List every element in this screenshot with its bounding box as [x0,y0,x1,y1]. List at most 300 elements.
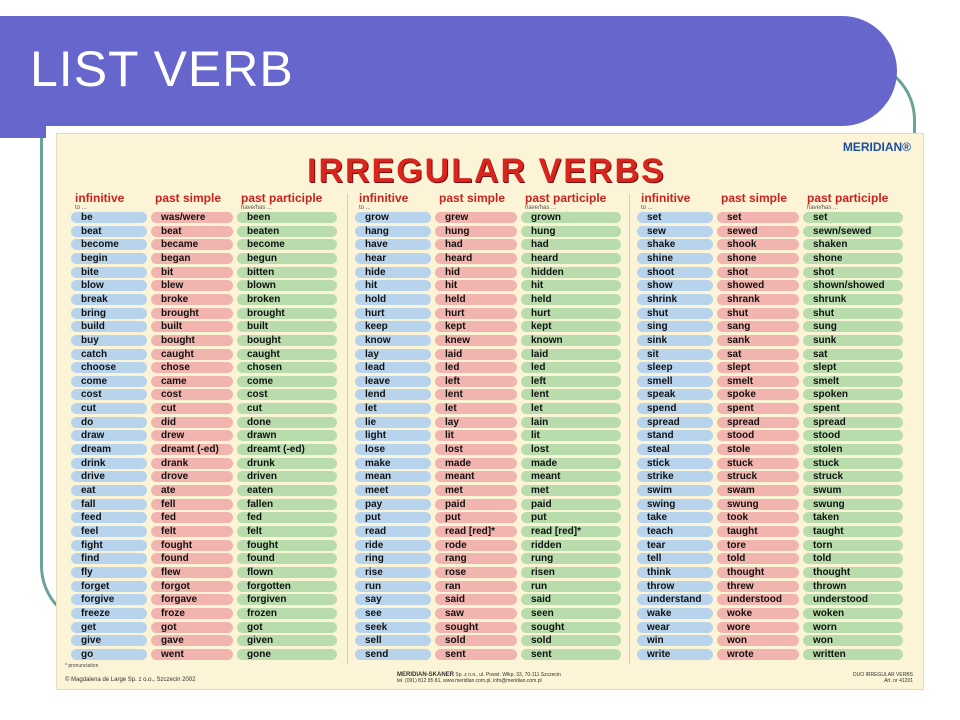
verb-cell-infinitive: mean [355,471,431,482]
header-past-participle [241,191,322,211]
verb-cell-past-simple: sold [435,635,517,646]
verb-cell-past-simple: built [151,321,233,332]
header-label: past participle [807,191,889,205]
column-divider [347,194,348,664]
verb-cell-past-simple: brought [151,308,233,319]
verb-cell-past-simple: drew [151,430,233,441]
verb-cell-past-participle: risen [521,567,621,578]
verb-cell-infinitive: show [637,280,713,291]
verb-cell-past-simple: forgave [151,594,233,605]
verb-cell-past-participle: forgotten [237,581,337,592]
verb-cell-infinitive: stand [637,430,713,441]
verb-cell-past-simple: fell [151,499,233,510]
verb-cell-past-simple: lay [435,417,517,428]
verb-cell-infinitive: say [355,594,431,605]
verb-cell-past-participle: shaken [803,239,903,250]
verb-cell-infinitive: become [71,239,147,250]
verb-cell-past-participle: sought [521,622,621,633]
verb-cell-past-participle: caught [237,349,337,360]
verb-cell-infinitive: have [355,239,431,250]
verb-cell-past-participle: dreamt (-ed) [237,444,337,455]
verb-cell-infinitive: shine [637,253,713,264]
column-divider [629,194,630,664]
verb-cell-past-participle: told [803,553,903,564]
verb-cell-past-simple: put [435,512,517,523]
verb-cell-infinitive: understand [637,594,713,605]
verb-cell-past-simple: tore [717,540,799,551]
verb-cell-infinitive: sing [637,321,713,332]
verb-cell-past-simple: understood [717,594,799,605]
verb-cell-past-participle: put [521,512,621,523]
verb-cell-past-simple: blew [151,280,233,291]
verb-cell-past-simple: won [717,635,799,646]
verb-cell-past-participle: left [521,376,621,387]
verb-cell-past-participle: ridden [521,540,621,551]
verb-cell-past-participle: become [237,239,337,250]
verb-cell-past-simple: lost [435,444,517,455]
verb-cell-past-participle: worn [803,622,903,633]
verb-cell-past-simple: chose [151,362,233,373]
verb-cell-past-simple: set [717,212,799,223]
verb-cell-infinitive: strike [637,471,713,482]
verb-cell-past-participle: swung [803,499,903,510]
verb-cell-infinitive: give [71,635,147,646]
verb-cell-infinitive: get [71,622,147,633]
verb-cell-past-participle: cost [237,389,337,400]
verb-cell-past-simple: let [435,403,517,414]
verb-cell-infinitive: feed [71,512,147,523]
verb-cell-infinitive: run [355,581,431,592]
verb-cell-past-participle: been [237,212,337,223]
verb-cell-past-participle: read [red]* [521,526,621,537]
verb-cell-infinitive: win [637,635,713,646]
verb-cell-infinitive: drink [71,458,147,469]
verb-cell-infinitive: seek [355,622,431,633]
verb-cell-past-simple: shone [717,253,799,264]
verb-cell-infinitive: think [637,567,713,578]
verb-cell-past-simple: lit [435,430,517,441]
publisher-address: Sp. z o.o., ul. Powst. Wlkp. 33, 70-111 Szczecin [454,672,561,678]
verb-cell-past-simple: rang [435,553,517,564]
header-past-simple [155,191,221,205]
verb-cell-infinitive: fight [71,540,147,551]
verb-cell-past-participle: fought [237,540,337,551]
verb-cell-past-participle: forgiven [237,594,337,605]
verb-cell-infinitive: forgive [71,594,147,605]
product-number: Art. nr 41201 [884,678,913,684]
header-sub-label: have/has ... [807,205,839,211]
footnote: * pronunciation [65,663,99,669]
verb-cell-past-participle: slept [803,362,903,373]
verb-cell-infinitive: sink [637,335,713,346]
verb-cell-past-simple: woke [717,608,799,619]
verb-cell-past-simple: was/were [151,212,233,223]
verb-cell-past-simple: got [151,622,233,633]
verb-cell-past-participle: brought [237,308,337,319]
verb-cell-infinitive: hear [355,253,431,264]
verb-cell-past-participle: grown [521,212,621,223]
verb-cell-past-participle: chosen [237,362,337,373]
verb-cell-past-participle: gone [237,649,337,660]
product-info [853,672,913,684]
verb-cell-infinitive: shut [637,308,713,319]
publisher-info [397,672,561,684]
verb-cell-past-participle: drunk [237,458,337,469]
verb-cell-past-simple: read [red]* [435,526,517,537]
verb-cell-infinitive: ring [355,553,431,564]
verb-cell-past-participle: written [803,649,903,660]
publisher-contact: tel. (091) 812 85 81, www.meridian.com.pl, info@meridian.com.pl [397,678,542,684]
verb-cell-infinitive: begin [71,253,147,264]
verb-cell-infinitive: choose [71,362,147,373]
verb-cell-past-simple: found [151,553,233,564]
header-sub-label: have/has ... [525,205,557,211]
verb-cell-infinitive: tear [637,540,713,551]
verb-cell-past-participle: shown/showed [803,280,903,291]
verb-cell-past-participle: led [521,362,621,373]
verb-cell-past-simple: swam [717,485,799,496]
verb-cell-past-participle: frozen [237,608,337,619]
verb-cell-infinitive: freeze [71,608,147,619]
verb-cell-past-participle: known [521,335,621,346]
header-sub-label: have/has ... [241,205,273,211]
verb-cell-past-simple: cut [151,403,233,414]
product-name: DUO IRREGULAR VERBS [852,672,913,678]
verb-cell-infinitive: fall [71,499,147,510]
verb-cell-past-participle: lost [521,444,621,455]
verb-cell-infinitive: bring [71,308,147,319]
verb-cell-infinitive: go [71,649,147,660]
verb-cell-infinitive: come [71,376,147,387]
verb-cell-past-simple: had [435,239,517,250]
verb-cell-infinitive: sell [355,635,431,646]
verb-cell-past-simple: began [151,253,233,264]
verb-cell-past-participle: sent [521,649,621,660]
verb-cell-past-simple: came [151,376,233,387]
verb-cell-infinitive: set [637,212,713,223]
verb-cell-past-participle: shrunk [803,294,903,305]
verb-cell-past-simple: became [151,239,233,250]
verb-cell-past-participle: stood [803,430,903,441]
verb-cell-infinitive: lend [355,389,431,400]
verb-cell-past-simple: stood [717,430,799,441]
verb-cell-infinitive: see [355,608,431,619]
verb-cell-infinitive: shoot [637,267,713,278]
verb-cell-past-participle: broken [237,294,337,305]
verb-cell-infinitive: tell [637,553,713,564]
verb-cell-past-participle: torn [803,540,903,551]
verb-cell-past-simple: wrote [717,649,799,660]
verb-cell-past-simple: left [435,376,517,387]
verb-cell-past-participle: run [521,581,621,592]
verb-cell-past-participle: sold [521,635,621,646]
header-infinitive [75,191,124,211]
verb-cell-infinitive: leave [355,376,431,387]
verb-cell-past-simple: rode [435,540,517,551]
verb-cell-past-simple: drank [151,458,233,469]
verb-cell-infinitive: draw [71,430,147,441]
verb-cell-past-participle: said [521,594,621,605]
verb-cell-past-participle: built [237,321,337,332]
verb-cell-past-participle: taught [803,526,903,537]
verb-cell-infinitive: shake [637,239,713,250]
verb-cell-past-participle: thrown [803,581,903,592]
verb-cell-infinitive: take [637,512,713,523]
verb-cell-infinitive: teach [637,526,713,537]
verb-cell-past-participle: given [237,635,337,646]
verb-cell-infinitive: swim [637,485,713,496]
verb-cell-infinitive: let [355,403,431,414]
verb-cell-past-simple: saw [435,608,517,619]
verb-cell-past-participle: sewn/sewed [803,226,903,237]
verb-cell-infinitive: cost [71,389,147,400]
verb-cell-past-participle: shone [803,253,903,264]
header-label: infinitive [641,191,691,205]
verb-cell-past-participle: set [803,212,903,223]
verb-cell-past-simple: beat [151,226,233,237]
verb-cell-past-simple: said [435,594,517,605]
verb-cell-past-simple: meant [435,471,517,482]
verb-cell-past-simple: sewed [717,226,799,237]
verb-cell-past-participle: held [521,294,621,305]
verb-cell-past-participle: flown [237,567,337,578]
verb-cell-past-participle: fed [237,512,337,523]
verb-cell-infinitive: rise [355,567,431,578]
verb-cell-infinitive: catch [71,349,147,360]
verb-cell-infinitive: do [71,417,147,428]
verb-cell-infinitive: shrink [637,294,713,305]
verb-cell-infinitive: wake [637,608,713,619]
verb-cell-past-participle: smelt [803,376,903,387]
verb-cell-past-simple: spent [717,403,799,414]
verb-cell-infinitive: be [71,212,147,223]
verb-cell-past-participle: got [237,622,337,633]
verb-cell-infinitive: beat [71,226,147,237]
verb-cell-past-participle: sat [803,349,903,360]
header-sub-label: to ... [75,205,87,211]
verb-cell-past-simple: met [435,485,517,496]
verb-cell-past-participle: heard [521,253,621,264]
verb-cell-infinitive: sleep [637,362,713,373]
verb-cell-past-simple: did [151,417,233,428]
verb-cell-past-simple: hid [435,267,517,278]
verb-cell-past-participle: rung [521,553,621,564]
verb-cell-past-participle: won [803,635,903,646]
verb-cell-past-simple: thought [717,567,799,578]
irregular-verbs-poster [56,133,924,690]
verb-cell-past-participle: understood [803,594,903,605]
header-label: infinitive [359,191,409,205]
verb-cell-past-simple: shook [717,239,799,250]
verb-cell-past-participle: hidden [521,267,621,278]
header-past-simple [439,191,505,205]
verb-cell-infinitive: lead [355,362,431,373]
verb-cell-past-participle: lit [521,430,621,441]
header-past-participle [807,191,888,211]
verb-cell-infinitive: hide [355,267,431,278]
verb-cell-past-simple: led [435,362,517,373]
verb-cell-past-simple: hit [435,280,517,291]
verb-cell-past-participle: stuck [803,458,903,469]
header-infinitive [641,191,690,211]
verb-cell-past-simple: ran [435,581,517,592]
verb-cell-infinitive: buy [71,335,147,346]
verb-cell-infinitive: forget [71,581,147,592]
header-label: past simple [439,191,506,205]
verb-cell-past-participle: sung [803,321,903,332]
verb-cell-past-simple: knew [435,335,517,346]
verb-cell-past-simple: told [717,553,799,564]
verb-cell-past-simple: stuck [717,458,799,469]
verb-cell-past-simple: struck [717,471,799,482]
verb-cell-past-participle: bitten [237,267,337,278]
verb-cell-past-simple: stole [717,444,799,455]
verb-cell-past-simple: swung [717,499,799,510]
verb-cell-past-simple: threw [717,581,799,592]
verb-cell-past-simple: spoke [717,389,799,400]
verb-cell-past-participle: shot [803,267,903,278]
verb-cell-past-simple: forgot [151,581,233,592]
verb-cell-past-simple: heard [435,253,517,264]
publisher-name: MERIDIAN-SKANER [397,672,454,678]
verb-cell-past-participle: shut [803,308,903,319]
header-sub-label: to ... [641,205,653,211]
verb-cell-past-simple: shrank [717,294,799,305]
verb-cell-past-participle: struck [803,471,903,482]
verb-cell-infinitive: keep [355,321,431,332]
verb-cell-past-participle: swum [803,485,903,496]
verb-cell-infinitive: break [71,294,147,305]
verb-cell-infinitive: put [355,512,431,523]
verb-cell-past-participle: made [521,458,621,469]
verb-cell-infinitive: cut [71,403,147,414]
verb-cell-past-participle: lain [521,417,621,428]
verb-cell-infinitive: know [355,335,431,346]
verb-cell-infinitive: feel [71,526,147,537]
header-label: past simple [721,191,788,205]
verb-cell-infinitive: lie [355,417,431,428]
verb-cell-infinitive: sit [637,349,713,360]
title-accent [0,126,46,138]
verb-cell-past-participle: felt [237,526,337,537]
verb-cell-infinitive: hurt [355,308,431,319]
verb-cell-past-participle: cut [237,403,337,414]
verb-cell-past-simple: shut [717,308,799,319]
verb-cell-past-simple: took [717,512,799,523]
verb-cell-infinitive: bite [71,267,147,278]
verb-cell-infinitive: grow [355,212,431,223]
verb-cell-infinitive: pay [355,499,431,510]
verb-cell-past-simple: wore [717,622,799,633]
verb-cell-past-participle: hurt [521,308,621,319]
verb-cell-past-participle: laid [521,349,621,360]
verb-cell-past-participle: spread [803,417,903,428]
verb-cell-infinitive: light [355,430,431,441]
verb-cell-past-participle: met [521,485,621,496]
verb-cell-past-simple: lent [435,389,517,400]
verb-cell-infinitive: speak [637,389,713,400]
verb-cell-past-simple: smelt [717,376,799,387]
verb-cell-past-simple: gave [151,635,233,646]
verb-cell-infinitive: hang [355,226,431,237]
verb-cell-past-simple: caught [151,349,233,360]
verb-cell-past-simple: went [151,649,233,660]
copyright: © Magdalena de Large Sp. z o.o., Szczecin 2002 [65,677,196,683]
verb-cell-past-simple: showed [717,280,799,291]
verb-cell-past-simple: fought [151,540,233,551]
verb-cell-past-participle: taken [803,512,903,523]
verb-cell-infinitive: drive [71,471,147,482]
verb-cell-past-simple: slept [717,362,799,373]
verb-cell-infinitive: lay [355,349,431,360]
verb-cell-infinitive: sew [637,226,713,237]
verb-cell-past-participle: blown [237,280,337,291]
verb-cell-past-simple: flew [151,567,233,578]
verb-cell-past-simple: taught [717,526,799,537]
verb-cell-past-participle: beaten [237,226,337,237]
verb-cell-infinitive: find [71,553,147,564]
verb-cell-past-simple: laid [435,349,517,360]
verb-cell-past-participle: come [237,376,337,387]
verb-cell-past-participle: kept [521,321,621,332]
verb-cell-infinitive: eat [71,485,147,496]
verb-cell-infinitive: hit [355,280,431,291]
header-label: past participle [241,191,323,205]
verb-cell-past-simple: fed [151,512,233,523]
verb-cell-past-simple: made [435,458,517,469]
header-past-participle [525,191,606,211]
verb-cell-past-simple: kept [435,321,517,332]
verb-cell-past-participle: bought [237,335,337,346]
verb-cell-past-simple: sent [435,649,517,660]
verb-cell-past-simple: held [435,294,517,305]
verb-cell-infinitive: stick [637,458,713,469]
verb-cell-past-participle: meant [521,471,621,482]
verb-cell-infinitive: write [637,649,713,660]
header-past-simple [721,191,787,205]
header-infinitive [359,191,408,211]
verb-cell-infinitive: spread [637,417,713,428]
verb-cell-infinitive: read [355,526,431,537]
verb-cell-infinitive: dream [71,444,147,455]
verb-cell-past-simple: sang [717,321,799,332]
verb-cell-past-participle: eaten [237,485,337,496]
verb-cell-infinitive: steal [637,444,713,455]
verb-cell-infinitive: wear [637,622,713,633]
verb-cell-past-simple: froze [151,608,233,619]
verb-cell-infinitive: blow [71,280,147,291]
verb-cell-infinitive: build [71,321,147,332]
verb-cell-past-participle: lent [521,389,621,400]
verb-cell-past-participle: done [237,417,337,428]
verb-cell-past-simple: shot [717,267,799,278]
verb-cell-past-participle: hit [521,280,621,291]
verb-cell-past-participle: drawn [237,430,337,441]
header-sub-label: to ... [359,205,371,211]
verb-cell-past-participle: paid [521,499,621,510]
verb-cell-past-participle: spoken [803,389,903,400]
verb-cell-past-simple: hung [435,226,517,237]
poster-title: IRREGULAR VERBS [307,152,666,190]
verb-cell-infinitive: meet [355,485,431,496]
verb-cell-past-simple: sank [717,335,799,346]
verb-cell-past-participle: spent [803,403,903,414]
verb-cell-past-simple: drove [151,471,233,482]
verb-cell-past-simple: dreamt (-ed) [151,444,233,455]
verb-cell-infinitive: swing [637,499,713,510]
verb-cell-past-participle: woken [803,608,903,619]
header-label: infinitive [75,191,125,205]
